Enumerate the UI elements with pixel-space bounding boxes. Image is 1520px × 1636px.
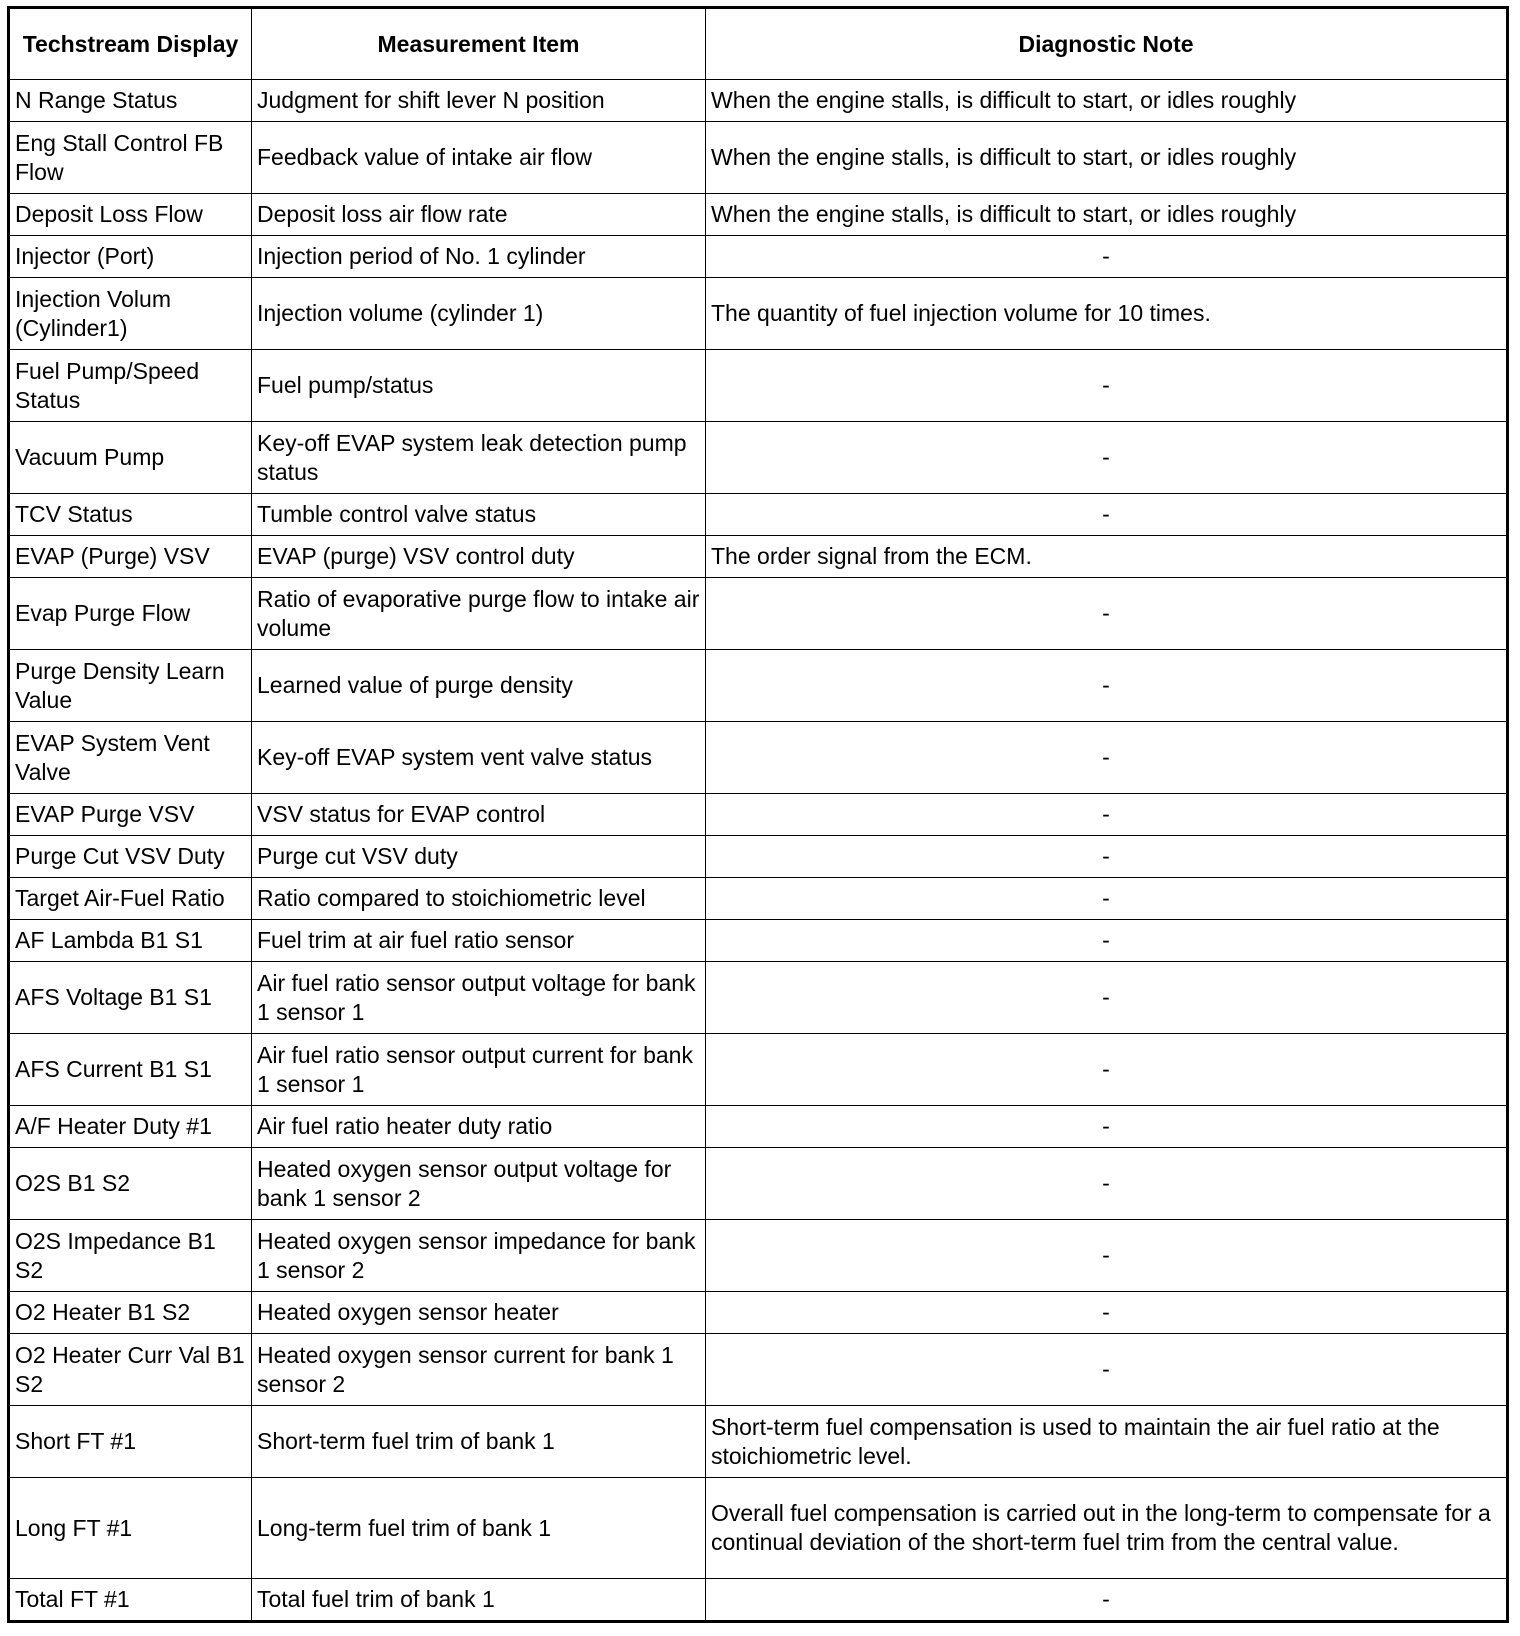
cell-measurement-item: Air fuel ratio sensor output current for bank 1 sensor 1 xyxy=(252,1034,706,1106)
cell-techstream-display: Purge Density Learn Value xyxy=(9,650,252,722)
table-row xyxy=(9,1406,1508,1478)
cell-techstream-display: Target Air-Fuel Ratio xyxy=(9,878,252,920)
cell-techstream-display: Long FT #1 xyxy=(9,1478,252,1579)
cell-measurement-item: Total fuel trim of bank 1 xyxy=(252,1579,706,1622)
cell-diagnostic-note: When the engine stalls, is difficult to start, or idles roughly xyxy=(706,80,1508,122)
cell-diagnostic-note: Short-term fuel compensation is used to maintain the air fuel ratio at the stoichiometric level. xyxy=(706,1406,1508,1478)
cell-techstream-display: O2 Heater B1 S2 xyxy=(9,1292,252,1334)
table-row xyxy=(9,1220,1508,1292)
cell-measurement-item: Air fuel ratio heater duty ratio xyxy=(252,1106,706,1148)
cell-measurement-item: Deposit loss air flow rate xyxy=(252,194,706,236)
cell-diagnostic-note: - xyxy=(706,794,1508,836)
table-row xyxy=(9,1292,1508,1334)
cell-measurement-item: Injection volume (cylinder 1) xyxy=(252,278,706,350)
table-row xyxy=(9,536,1508,578)
cell-techstream-display: Deposit Loss Flow xyxy=(9,194,252,236)
cell-diagnostic-note: - xyxy=(706,962,1508,1034)
cell-diagnostic-note: When the engine stalls, is difficult to start, or idles roughly xyxy=(706,122,1508,194)
table-row xyxy=(9,650,1508,722)
table-row xyxy=(9,1148,1508,1220)
table-row xyxy=(9,278,1508,350)
table-row xyxy=(9,1106,1508,1148)
cell-techstream-display: EVAP (Purge) VSV xyxy=(9,536,252,578)
cell-techstream-display: O2 Heater Curr Val B1 S2 xyxy=(9,1334,252,1406)
cell-techstream-display: N Range Status xyxy=(9,80,252,122)
cell-diagnostic-note: When the engine stalls, is difficult to start, or idles roughly xyxy=(706,194,1508,236)
table-row xyxy=(9,350,1508,422)
table-row xyxy=(9,122,1508,194)
data-list-table-container xyxy=(7,6,1506,1623)
table-body xyxy=(9,80,1508,1622)
cell-diagnostic-note: - xyxy=(706,1106,1508,1148)
cell-techstream-display: AFS Voltage B1 S1 xyxy=(9,962,252,1034)
cell-techstream-display: TCV Status xyxy=(9,494,252,536)
table-row xyxy=(9,1334,1508,1406)
cell-measurement-item: Feedback value of intake air flow xyxy=(252,122,706,194)
cell-diagnostic-note: - xyxy=(706,650,1508,722)
cell-techstream-display: Evap Purge Flow xyxy=(9,578,252,650)
cell-techstream-display: O2S B1 S2 xyxy=(9,1148,252,1220)
data-list-table xyxy=(7,6,1509,1623)
cell-diagnostic-note: - xyxy=(706,422,1508,494)
cell-diagnostic-note: - xyxy=(706,1579,1508,1622)
cell-techstream-display: Fuel Pump/Speed Status xyxy=(9,350,252,422)
cell-measurement-item: Heated oxygen sensor heater xyxy=(252,1292,706,1334)
cell-techstream-display: Purge Cut VSV Duty xyxy=(9,836,252,878)
cell-measurement-item: Key-off EVAP system vent valve status xyxy=(252,722,706,794)
cell-techstream-display: Eng Stall Control FB Flow xyxy=(9,122,252,194)
cell-measurement-item: Heated oxygen sensor impedance for bank 1 sensor 2 xyxy=(252,1220,706,1292)
cell-measurement-item: Judgment for shift lever N position xyxy=(252,80,706,122)
cell-diagnostic-note: The quantity of fuel injection volume for 10 times. xyxy=(706,278,1508,350)
table-row xyxy=(9,80,1508,122)
cell-diagnostic-note: - xyxy=(706,1034,1508,1106)
table-row xyxy=(9,494,1508,536)
cell-measurement-item: Learned value of purge density xyxy=(252,650,706,722)
cell-measurement-item: Purge cut VSV duty xyxy=(252,836,706,878)
cell-techstream-display: Injector (Port) xyxy=(9,236,252,278)
cell-diagnostic-note: - xyxy=(706,1334,1508,1406)
cell-measurement-item: Long-term fuel trim of bank 1 xyxy=(252,1478,706,1579)
table-row xyxy=(9,794,1508,836)
cell-techstream-display: EVAP Purge VSV xyxy=(9,794,252,836)
cell-diagnostic-note: - xyxy=(706,1220,1508,1292)
table-header-row xyxy=(9,8,1508,80)
cell-diagnostic-note: Overall fuel compensation is carried out in the long-term to compensate for a continual deviation of the short-term fuel trim from the central value. xyxy=(706,1478,1508,1579)
table-row xyxy=(9,236,1508,278)
cell-techstream-display: AF Lambda B1 S1 xyxy=(9,920,252,962)
cell-techstream-display: O2S Impedance B1 S2 xyxy=(9,1220,252,1292)
cell-measurement-item: Ratio compared to stoichiometric level xyxy=(252,878,706,920)
cell-measurement-item: Injection period of No. 1 cylinder xyxy=(252,236,706,278)
cell-measurement-item: Tumble control valve status xyxy=(252,494,706,536)
table-row xyxy=(9,722,1508,794)
cell-techstream-display: EVAP System Vent Valve xyxy=(9,722,252,794)
table-row xyxy=(9,1579,1508,1622)
cell-measurement-item: EVAP (purge) VSV control duty xyxy=(252,536,706,578)
cell-techstream-display: Vacuum Pump xyxy=(9,422,252,494)
table-row xyxy=(9,878,1508,920)
cell-measurement-item: Air fuel ratio sensor output voltage for bank 1 sensor 1 xyxy=(252,962,706,1034)
cell-diagnostic-note: - xyxy=(706,920,1508,962)
cell-diagnostic-note: The order signal from the ECM. xyxy=(706,536,1508,578)
cell-techstream-display: Short FT #1 xyxy=(9,1406,252,1478)
table-row xyxy=(9,578,1508,650)
cell-measurement-item: Fuel pump/status xyxy=(252,350,706,422)
header-measurement-item: Measurement Item xyxy=(252,8,706,80)
cell-measurement-item: Heated oxygen sensor output voltage for bank 1 sensor 2 xyxy=(252,1148,706,1220)
table-row xyxy=(9,920,1508,962)
cell-diagnostic-note: - xyxy=(706,350,1508,422)
table-row xyxy=(9,1478,1508,1579)
header-diagnostic-note: Diagnostic Note xyxy=(706,8,1508,80)
cell-techstream-display: A/F Heater Duty #1 xyxy=(9,1106,252,1148)
cell-diagnostic-note: - xyxy=(706,836,1508,878)
cell-measurement-item: Fuel trim at air fuel ratio sensor xyxy=(252,920,706,962)
table-row xyxy=(9,1034,1508,1106)
cell-measurement-item: Ratio of evaporative purge flow to intake air volume xyxy=(252,578,706,650)
table-row xyxy=(9,962,1508,1034)
cell-diagnostic-note: - xyxy=(706,878,1508,920)
cell-diagnostic-note: - xyxy=(706,722,1508,794)
cell-diagnostic-note: - xyxy=(706,1148,1508,1220)
cell-diagnostic-note: - xyxy=(706,494,1508,536)
cell-diagnostic-note: - xyxy=(706,236,1508,278)
cell-diagnostic-note: - xyxy=(706,578,1508,650)
cell-techstream-display: AFS Current B1 S1 xyxy=(9,1034,252,1106)
cell-techstream-display: Injection Volum (Cylinder1) xyxy=(9,278,252,350)
cell-measurement-item: VSV status for EVAP control xyxy=(252,794,706,836)
cell-measurement-item: Heated oxygen sensor current for bank 1 sensor 2 xyxy=(252,1334,706,1406)
table-row xyxy=(9,194,1508,236)
table-row xyxy=(9,422,1508,494)
cell-techstream-display: Total FT #1 xyxy=(9,1579,252,1622)
header-techstream-display: Techstream Display xyxy=(9,8,252,80)
cell-measurement-item: Short-term fuel trim of bank 1 xyxy=(252,1406,706,1478)
cell-measurement-item: Key-off EVAP system leak detection pump status xyxy=(252,422,706,494)
cell-diagnostic-note: - xyxy=(706,1292,1508,1334)
table-row xyxy=(9,836,1508,878)
